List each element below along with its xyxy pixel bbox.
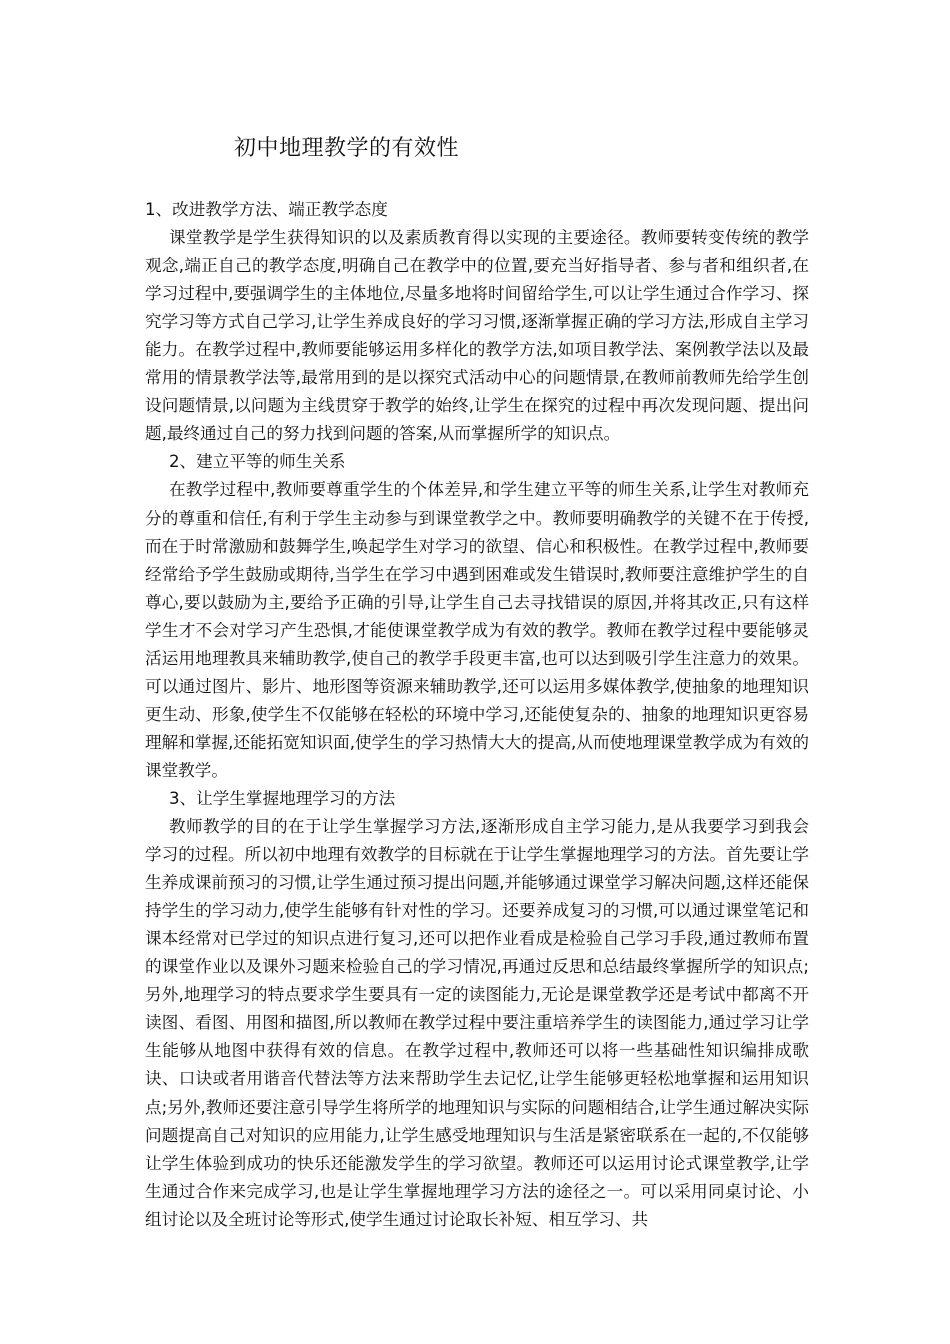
section-3-heading: 3、让学生掌握地理学习的方法 <box>169 788 396 808</box>
document-body <box>145 196 809 1234</box>
section-1-heading: 1、改进教学方法、端正教学态度 <box>145 200 388 219</box>
section-3-paragraph: 教师教学的目的在于让学生掌握学习方法,逐渐形成自主学习能力,是从我要学习到我会学习的过程。所以初中地理有效教学的目标就在于让学生掌握地理学习的方法。首先要让学生养成课前预习的习惯,让学生通过预习提出问题,并能够通过课堂学习解决问题,这样还能保持学生的学习动力,使学生能够有针对性的学习。还要养成复习的习惯,可以通过课堂笔记和课本经常对已学过的知识点进行复习,还可以把作业看成是检验自己学习手段,通过教师布置的课堂作业以及课外习题来检验自己的学习情况,再通过反思和总结最终掌握所学的知识点;另外,地理学习的特点要求学生要具有一定的读图能力,无论是课堂教学还是考试中都离不开读图、看图、用图和描图,所以教师在教学过程中要注重培养学生的读图能力,通过学习让学生能够从地图中获得有效的信息。在教学过程中,教师还可以将一些基础性知识编排成歌诀、口诀或者用谐音代替法等方法来帮助学生去记忆,让学生能够更轻松地掌握和运用知识点;另外,教师还要注意引导学生将所学的地理知识与实际的问题相结合,让学生通过解决实际问题提高自己对知识的应用能力,让学生感受地理知识与生活是紧密联系在一起的,不仅能够让学生体验到成功的快乐还能激发学生的学习欲望。教师还可以运用讨论式课堂教学,让学生通过合作来完成学习,也是让学生掌握地理学习方法的途径之一。可以采用同桌讨论、小组讨论以及全班讨论等形式,使学生通过讨论取长补短、相互学习、共 <box>145 817 809 1229</box>
document-title: 初中地理教学的有效性 <box>234 136 460 161</box>
section-1-paragraph: 课堂教学是学生获得知识的以及素质教育得以实现的主要途径。教师要转变传统的教学观念,端正自己的教学态度,明确自己在教学中的位置,要充当好指导者、参与者和组织者,在学习过程中,要强调学生的主体地位,尽量多地将时间留给学生,可以让学生通过合作学习、探究学习等方式自己学习,让学生养成良好的学习习惯,逐渐掌握正确的学习方法,形成自主学习能力。在教学过程中,教师要能够运用多样化的教学方法,如项目教学法、案例教学法以及最常用的情景教学法等,最常用到的是以探究式活动中心的问题情景,在教师前教师先给学生创设问题情景,以问题为主线贯穿于教学的始终,让学生在探究的过程中再次发现问题、提出问题,最终通过自己的努力找到问题的答案,从而掌握所学的知识点。 <box>145 228 809 444</box>
section-2-paragraph: 在教学过程中,教师要尊重学生的个体差异,和学生建立平等的师生关系,让学生对教师充分的尊重和信任,有利于学生主动参与到课堂教学之中。教师要明确教学的关键不在于传授,而在于时常激励和鼓舞学生,唤起学生对学习的欲望、信心和积极性。在教学过程中,教师要经常给予学生鼓励或期待,当学生在学习中遇到困难或发生错误时,教师要注意维护学生的自尊心,要以鼓励为主,要给予正确的引导,让学生自己去寻找错误的原因,并将其改正,只有这样学生才不会对学习产生恐惧,才能使课堂教学成为有效的教学。教师在教学过程中要能够灵活运用地理教具来辅助教学,使自己的教学手段更丰富,也可以达到吸引学生注意力的效果。可以通过图片、影片、地形图等资源来辅助教学,还可以运用多媒体教学,使抽象的地理知识更生动、形象,使学生不仅能够在轻松的环境中学习,还能使复杂的、抽象的地理知识更容易理解和掌握,还能拓宽知识面,使学生的学习热情大大的提高,从而使地理课堂教学成为有效的课堂教学。 <box>145 480 809 780</box>
section-2-heading: 2、建立平等的师生关系 <box>169 452 346 472</box>
